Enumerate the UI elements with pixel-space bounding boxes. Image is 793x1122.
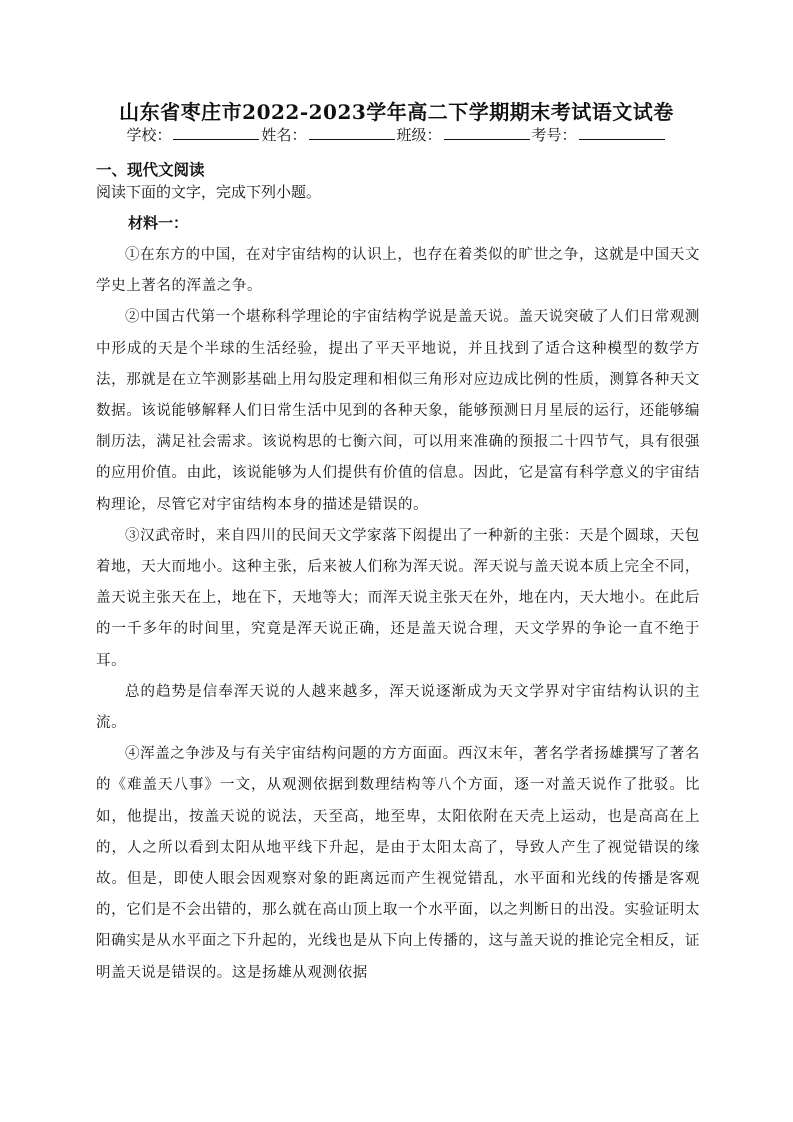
name-blank (309, 125, 395, 140)
paragraph-2: ②中国古代第一个堪称科学理论的宇宙结构学说是盖天说。盖天说突破了人们日常观测中形成的天是个半球的生活经验，提出了平天平地说，并且找到了适合这种模型的数学方法，那就是在立竿测影基础上用勾股定理和相似三角形对应边成比例的性质，测算各种天文数据。该说能够解释人们日常生活中见到的各种天象，能够预测日月星辰的运行，还能够编制历法，满足社会需求。该说构思的七衡六间，可以用来准确的预报二十四节气，具有很强的应用价值。由此，该说能够为人们提供有价值的信息。因此，它是富有科学意义的宇宙结构理论，尽管它对宇宙结构本身的描述是错误的。 (96, 309, 700, 513)
number-label: 考号： (531, 126, 577, 144)
passage-body (96, 240, 700, 989)
class-label: 班级： (396, 126, 442, 144)
paragraph-4: 总的趋势是信奉浑天说的人越来越多，浑天说逐渐成为天文学界对宇宙结构认识的主流。 (96, 683, 700, 732)
number-blank (579, 125, 665, 140)
student-info-line (0, 124, 793, 145)
class-blank (444, 125, 530, 140)
section-heading: 一、现代文阅读 (96, 161, 205, 179)
paragraph-1: ①在东方的中国，在对宇宙结构的认识上，也存在着类似的旷世之争，这就是中国天文学史上著名的浑盖之争。 (96, 247, 700, 295)
paragraph-5: ④浑盖之争涉及与有关宇宙结构问题的方方面面。西汉末年，著名学者扬雄撰写了著名的《难盖天八事》一文，从观测依据到数理结构等八个方面，逐一对盖天说作了批驳。比如，他提出，按盖天说的说法，天至高，地至卑，太阳依附在天壳上运动，也是高高在上的，人之所以看到太阳从地平线下升起，是由于太阳太高了，导致人产生了视觉错误的缘故。但是，即使人眼会因观察对象的距离远而产生视觉错乱，水平面和光线的传播是客观的，它们是不会出错的，那么就在高山顶上取一个水平面，以之判断日的出没。实验证明太阳确实是从水平面之下升起的，光线也是从下向上传播的，这与盖天说的推论完全相反，证明盖天说是错误的。这是扬雄从观测依据 (96, 746, 700, 981)
school-label: 学校： (126, 126, 172, 144)
school-blank (173, 125, 259, 140)
name-label: 姓名： (261, 126, 307, 144)
instruction-text: 阅读下面的文字，完成下列小题。 (96, 183, 322, 201)
exam-title: 山东省枣庄市2022-2023学年高二下学期期末考试语文试卷 (119, 100, 674, 124)
paragraph-3: ③汉武帝时，来自四川的民间天文学家落下闳提出了一种新的主张：天是个圆球，天包着地，天大而地小。这种主张，后来被人们称为浑天说。浑天说与盖天说本质上完全不同，盖天说主张天在上，地在下，天地等大；而浑天说主张天在外，地在内，天大地小。在此后的一千多年的时间里，究竟是浑天说正确，还是盖天说合理，天文学界的争论一直不绝于耳。 (96, 527, 700, 669)
material-label: 材料一： (128, 214, 189, 232)
